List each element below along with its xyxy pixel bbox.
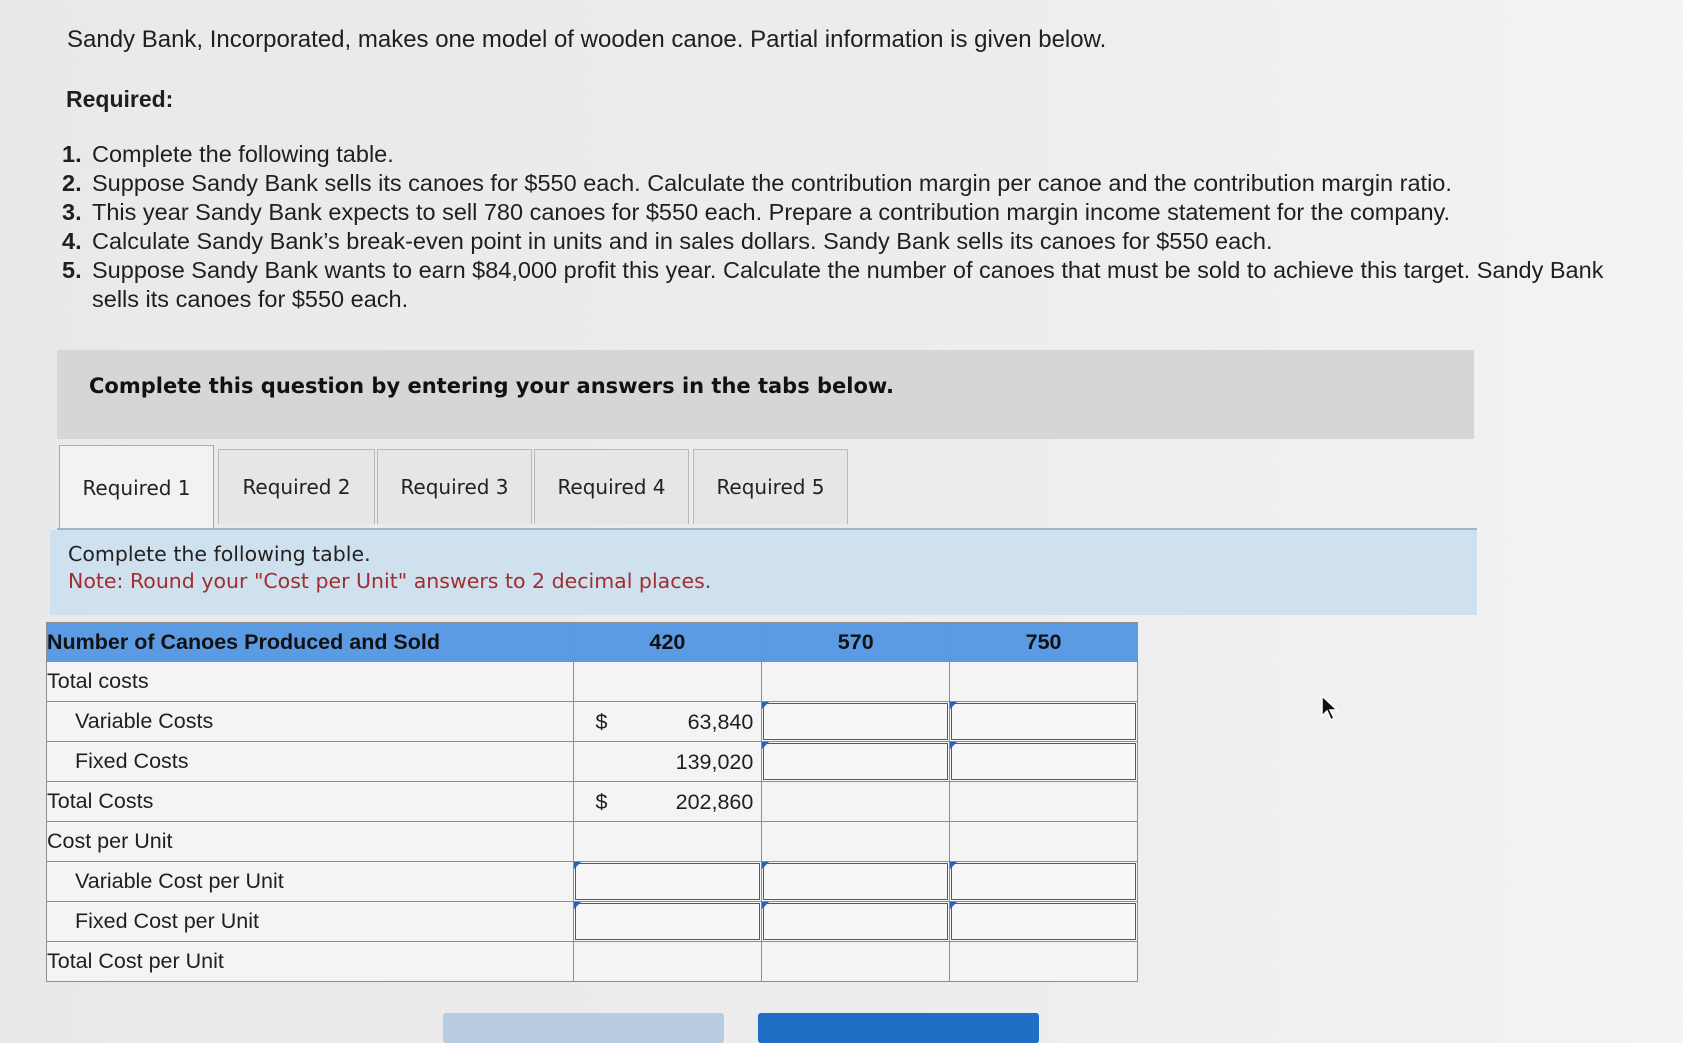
- variable-cost-per-unit-570-input[interactable]: [762, 862, 950, 902]
- total-costs-420: [573, 782, 762, 822]
- requirement-text: This year Sandy Bank expects to sell 780 canoes for $550 each. Prepare a contribution margin income statement for the company.: [92, 199, 1451, 225]
- fixed-costs-750-input[interactable]: [950, 742, 1138, 782]
- column-header-420: 420: [573, 623, 762, 662]
- fixed-costs-570-input[interactable]: [762, 742, 950, 782]
- table-row: [47, 862, 1138, 902]
- fixed-costs-420-value: 139,020: [675, 750, 754, 774]
- dollar-sign: $: [595, 710, 608, 734]
- empty-cell: [762, 822, 950, 862]
- row-label-total-costs: Total Costs: [47, 782, 574, 822]
- row-label-total-costs-section: Total costs: [47, 662, 574, 702]
- total-cost-per-unit-420: [573, 942, 762, 982]
- tab-required-1[interactable]: Required 1: [59, 445, 214, 529]
- requirement-item: [62, 198, 1622, 227]
- row-label-total-cost-per-unit: Total Cost per Unit: [47, 942, 574, 982]
- requirement-text: Calculate Sandy Bank’s break-even point in units and in sales dollars. Sandy Bank sells its canoes for $550 each.: [92, 228, 1273, 254]
- required-heading: Required:: [66, 86, 174, 112]
- row-label-variable-cost-per-unit: Variable Cost per Unit: [47, 862, 574, 902]
- instruction-note: Note: Round your "Cost per Unit" answers to 2 decimal places.: [68, 569, 712, 593]
- requirement-item: [62, 140, 1622, 169]
- fixed-costs-420: [573, 742, 762, 782]
- variable-costs-570-input[interactable]: [762, 702, 950, 742]
- column-header-canoes: Number of Canoes Produced and Sold: [47, 623, 574, 662]
- mouse-pointer-icon: [1320, 694, 1340, 722]
- instructions-banner: [57, 350, 1474, 439]
- cost-table: [46, 622, 1138, 982]
- tab-required-5[interactable]: Required 5: [693, 449, 848, 524]
- empty-cell: [762, 662, 950, 702]
- total-cost-per-unit-750: [950, 942, 1138, 982]
- requirements-list: [62, 140, 1622, 314]
- table-row: [47, 742, 1138, 782]
- row-label-fixed-cost-per-unit: Fixed Cost per Unit: [47, 902, 574, 942]
- table-row: [47, 942, 1138, 982]
- requirement-number: 2.: [62, 170, 82, 196]
- tab-required-3[interactable]: Required 3: [377, 449, 532, 524]
- table-row: [47, 822, 1138, 862]
- requirement-number: 1.: [62, 141, 82, 167]
- column-header-750: 750: [950, 623, 1138, 662]
- previous-button[interactable]: [443, 1013, 724, 1043]
- row-label-variable-costs: Variable Costs: [47, 702, 574, 742]
- empty-cell: [573, 822, 762, 862]
- table-header-row: [47, 623, 1138, 662]
- requirement-text: Suppose Sandy Bank wants to earn $84,000 profit this year. Calculate the number of canoes that must be sold to achieve this target. Sandy Bank sells its canoes for $550 each.: [92, 257, 1604, 312]
- tab-required-2[interactable]: Required 2: [218, 449, 375, 524]
- intro-text: Sandy Bank, Incorporated, makes one model of wooden canoe. Partial information is given below.: [67, 26, 1107, 53]
- requirement-item: [62, 227, 1622, 256]
- variable-costs-420: [573, 702, 762, 742]
- variable-cost-per-unit-750-input[interactable]: [950, 862, 1138, 902]
- total-costs-750: [950, 782, 1138, 822]
- requirement-number: 4.: [62, 228, 82, 254]
- requirement-text: Complete the following table.: [92, 141, 394, 167]
- total-costs-420-value: 202,860: [675, 790, 754, 814]
- requirement-item: [62, 256, 1622, 314]
- fixed-cost-per-unit-420-input[interactable]: [573, 902, 762, 942]
- instruction-text: Complete the following table.: [68, 542, 371, 566]
- empty-cell: [950, 822, 1138, 862]
- requirement-item: [62, 169, 1622, 198]
- total-cost-per-unit-570: [762, 942, 950, 982]
- table-row: [47, 702, 1138, 742]
- table-row: [47, 902, 1138, 942]
- fixed-cost-per-unit-750-input[interactable]: [950, 902, 1138, 942]
- total-costs-570: [762, 782, 950, 822]
- fixed-cost-per-unit-570-input[interactable]: [762, 902, 950, 942]
- column-header-570: 570: [762, 623, 950, 662]
- variable-cost-per-unit-420-input[interactable]: [573, 862, 762, 902]
- tab-required-4[interactable]: Required 4: [534, 449, 689, 524]
- banner-text: Complete this question by entering your answers in the tabs below.: [89, 374, 894, 398]
- next-button[interactable]: [758, 1013, 1039, 1043]
- requirement-number: 5.: [62, 257, 82, 283]
- dollar-sign: $: [595, 790, 608, 814]
- table-row: [47, 782, 1138, 822]
- instructions-panel: [50, 530, 1477, 615]
- row-label-cost-per-unit-section: Cost per Unit: [47, 822, 574, 862]
- row-label-fixed-costs: Fixed Costs: [47, 742, 574, 782]
- table-row: [47, 662, 1138, 702]
- variable-costs-750-input[interactable]: [950, 702, 1138, 742]
- empty-cell: [573, 662, 762, 702]
- empty-cell: [950, 662, 1138, 702]
- requirement-text: Suppose Sandy Bank sells its canoes for $550 each. Calculate the contribution margin per canoe and the contribution margin ratio.: [92, 170, 1452, 196]
- requirement-number: 3.: [62, 199, 82, 225]
- variable-costs-420-value: 63,840: [687, 710, 754, 734]
